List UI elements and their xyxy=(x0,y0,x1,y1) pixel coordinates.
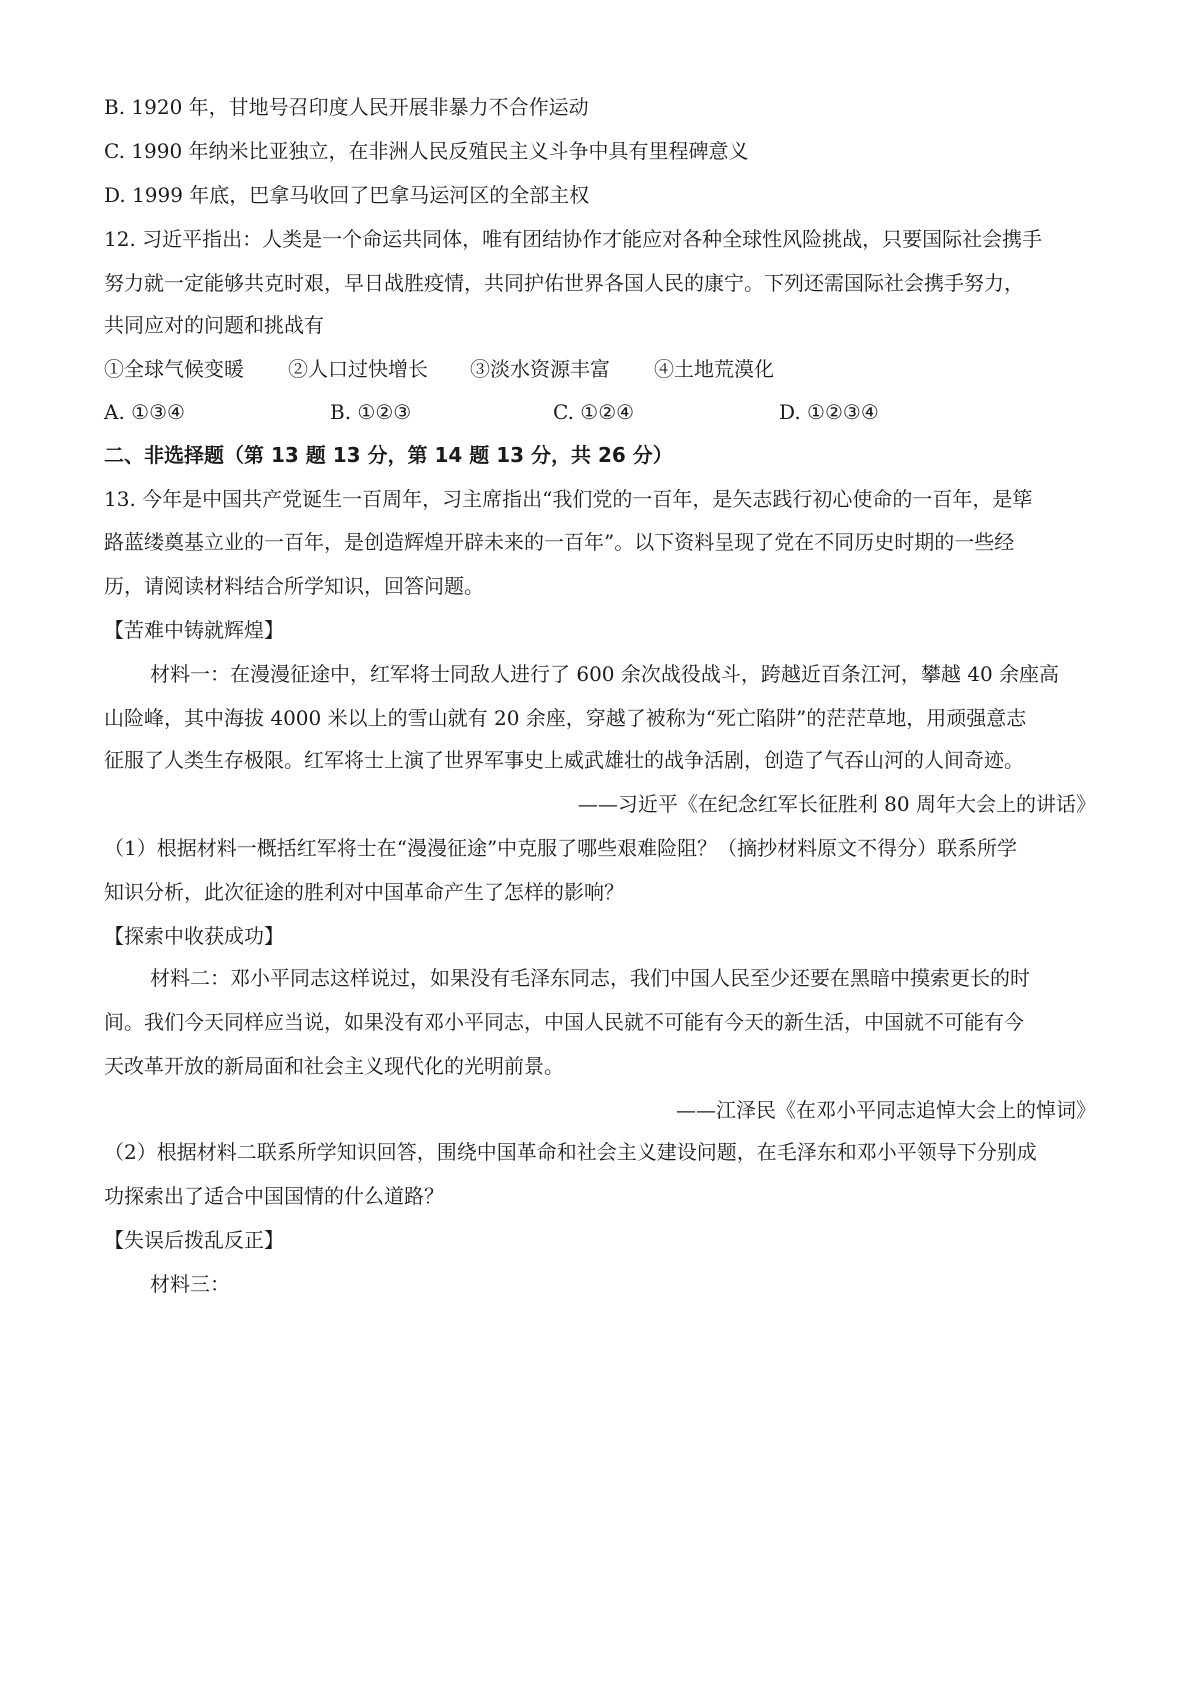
sub-question-line: （1）根据材料一概括红军将士在“漫漫征途”中克服了哪些艰难险阻？（摘抄材料原文不得分）联系所学 xyxy=(104,836,1018,860)
q13-stem-line: 历，请阅读材料结合所学知识，回答问题。 xyxy=(104,574,484,598)
q12-choice-b: B. ①②③ xyxy=(330,400,412,424)
sub-question-line: 功探索出了适合中国国情的什么道路？ xyxy=(104,1184,444,1208)
material-label: 材料三： xyxy=(150,1272,230,1296)
q12-item: ③淡水资源丰富 xyxy=(470,357,610,381)
q12-choice-a: A. ①③④ xyxy=(104,400,185,424)
material-line: 材料二：邓小平同志这样说过，如果没有毛泽东同志，我们中国人民至少还要在黑暗中摸索更长的时 xyxy=(150,966,1030,990)
q12-item: ②人口过快增长 xyxy=(288,357,428,381)
q13-stem-line: 13. 今年是中国共产党诞生一百周年，习主席指出“我们党的一百年，是矢志践行初心使命的一百年，是筚 xyxy=(104,487,1033,511)
q12-item: ①全球气候变暖 xyxy=(104,357,244,381)
material-line: 天改革开放的新局面和社会主义现代化的光明前景。 xyxy=(104,1054,564,1078)
q12-stem-line: 共同应对的问题和挑战有 xyxy=(104,313,324,337)
material-line: 材料一：在漫漫征途中，红军将士同敌人进行了 600 余次战役战斗，跨越近百条江河，攀越 40 余座高 xyxy=(150,662,1060,686)
q11-option-d: D. 1999 年底，巴拿马收回了巴拿马运河区的全部主权 xyxy=(104,183,590,207)
q12-item: ④土地荒漠化 xyxy=(654,357,774,381)
part-title: 【失误后拨乱反正】 xyxy=(104,1228,284,1252)
q12-stem-line: 12. 习近平指出：人类是一个命运共同体，唯有团结协作才能应对各种全球性风险挑战，只要国际社会携手 xyxy=(104,227,1043,251)
section-heading: 二、非选择题（第 13 题 13 分，第 14 题 13 分，共 26 分） xyxy=(104,443,673,467)
part-title: 【苦难中铸就辉煌】 xyxy=(104,618,284,642)
material-source: ——江泽民《在邓小平同志追悼大会上的悼词》 xyxy=(676,1098,1096,1122)
q13-stem-line: 路蓝缕奠基立业的一百年，是创造辉煌开辟未来的一百年”。以下资料呈现了党在不同历史时期的一些经 xyxy=(104,530,1015,554)
material-source: ——习近平《在纪念红军长征胜利 80 周年大会上的讲话》 xyxy=(577,792,1096,816)
material-line: 山险峰，其中海拔 4000 米以上的雪山就有 20 余座，穿越了被称为“死亡陷阱”的茫茫草地，用顽强意志 xyxy=(104,706,1027,730)
q12-choice-c: C. ①②④ xyxy=(553,400,635,424)
q12-choice-d: D. ①②③④ xyxy=(779,400,879,424)
material-line: 间。我们今天同样应当说，如果没有邓小平同志，中国人民就不可能有今天的新生活，中国就不可能有今 xyxy=(104,1010,1024,1034)
sub-question-line: （2）根据材料二联系所学知识回答，围绕中国革命和社会主义建设问题，在毛泽东和邓小平领导下分别成 xyxy=(104,1140,1037,1164)
material-line: 征服了人类生存极限。红军将士上演了世界军事史上威武雄壮的战争活剧，创造了气吞山河的人间奇迹。 xyxy=(104,748,1024,772)
q11-option-c: C. 1990 年纳米比亚独立，在非洲人民反殖民主义斗争中具有里程碑意义 xyxy=(104,139,749,163)
sub-question-line: 知识分析，此次征途的胜利对中国革命产生了怎样的影响？ xyxy=(104,880,624,904)
part-title: 【探索中收获成功】 xyxy=(104,924,284,948)
q11-option-b: B. 1920 年，甘地号召印度人民开展非暴力不合作运动 xyxy=(104,95,589,119)
q12-stem-line: 努力就一定能够共克时艰，早日战胜疫情，共同护佑世界各国人民的康宁。下列还需国际社会携手努力， xyxy=(104,271,1024,295)
